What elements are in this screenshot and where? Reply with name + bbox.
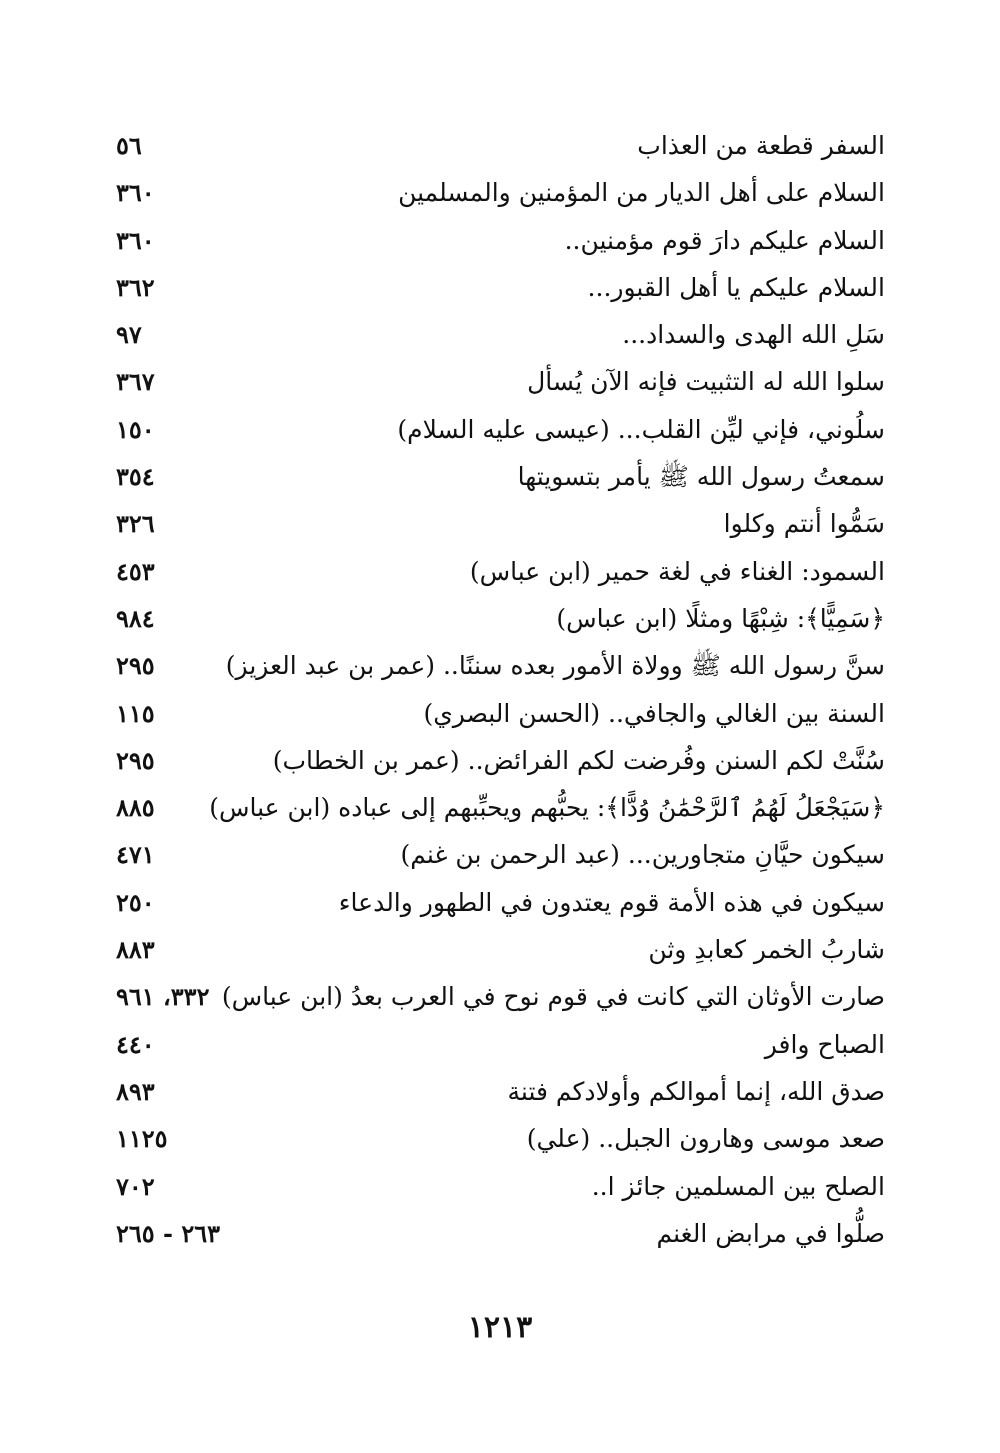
index-entry	[110, 264, 885, 311]
index-entry	[110, 737, 885, 784]
index-entry	[110, 595, 885, 642]
index-entry	[110, 122, 885, 169]
index-entry	[110, 1210, 885, 1257]
index-entry	[110, 500, 885, 547]
entry-text: السنة بين الغالي والجافي.. (الحسن البصري)	[423, 698, 885, 728]
index-entries-list	[110, 122, 885, 1257]
entry-text: سلوا الله له التثبيت فإنه الآن يُسأل	[527, 367, 885, 397]
index-entry	[110, 973, 885, 1020]
entry-page-ref: ١١٢٥	[116, 1124, 168, 1154]
entry-text: السلام على أهل الديار من المؤمنين والمسلمين	[398, 178, 885, 208]
entry-page-ref: ٣٣٢، ٩٦١	[116, 982, 210, 1012]
entry-page-ref: ٩٧	[116, 320, 142, 350]
entry-text: ﴿سَيَجْعَلُ لَهُمُ ٱلرَّحْمَٰنُ وُدًّا﴾: يحبُّهم ويحبِّبهم إلى عباده (ابن عباس)	[209, 793, 885, 823]
entry-text: السلام عليكم يا أهل القبور...	[587, 272, 885, 302]
entry-text: سيكون حيَّانِ متجاورين... (عبد الرحمن بن غنم)	[400, 840, 885, 870]
entry-page-ref: ٢٩٥	[116, 745, 155, 775]
entry-text: صدق الله، إنما أموالكم وأولادكم فتنة	[507, 1076, 885, 1106]
entry-page-ref: ٣٦٠	[116, 225, 155, 255]
entry-page-ref: ٣٥٤	[116, 462, 155, 492]
entry-page-ref: ٣٦٠	[116, 178, 155, 208]
entry-page-ref: ٢٦٣ - ٢٦٥	[116, 1218, 221, 1248]
entry-text: سنَّ رسول الله ﷺ وولاة الأمور بعده سننًا.. (عمر بن عبد العزيز)	[225, 651, 885, 681]
entry-text: سمعتُ رسول الله ﷺ يأمر بتسويتها	[517, 462, 885, 492]
index-entry	[110, 1163, 885, 1210]
index-entry	[110, 1021, 885, 1068]
entry-page-ref: ٣٦٧	[116, 367, 155, 397]
entry-page-ref: ٤٧١	[116, 840, 155, 870]
index-entry	[110, 169, 885, 216]
entry-page-ref: ٨٨٣	[116, 935, 155, 965]
entry-page-ref: ٧٠٢	[116, 1171, 155, 1201]
entry-text: سيكون في هذه الأمة قوم يعتدون في الطهور والدعاء	[338, 887, 885, 917]
index-entry	[110, 642, 885, 689]
index-entry	[110, 1115, 885, 1162]
entry-text: السمود: الغناء في لغة حمير (ابن عباس)	[469, 556, 885, 586]
index-entry	[110, 879, 885, 926]
entry-page-ref: ٢٩٥	[116, 651, 155, 681]
entry-text: الصلح بين المسلمين جائز ا..	[591, 1171, 885, 1201]
entry-page-ref: ٢٥٠	[116, 887, 155, 917]
index-entry	[110, 548, 885, 595]
entry-page-ref: ٨٨٥	[116, 793, 155, 823]
entry-text: الصباح وافر	[764, 1029, 885, 1059]
entry-text: صلُّوا في مرابض الغنم	[656, 1218, 885, 1248]
index-entry	[110, 1068, 885, 1115]
index-entry	[110, 690, 885, 737]
entry-text: السلام عليكم دارَ قوم مؤمنين..	[564, 225, 885, 255]
entry-page-ref: ٤٥٣	[116, 556, 155, 586]
index-entry	[110, 784, 885, 831]
entry-text: سُنَّتْ لكم السنن وفُرضت لكم الفرائض.. (عمر بن الخطاب)	[272, 745, 885, 775]
entry-page-ref: ٤٤٠	[116, 1029, 155, 1059]
entry-text: سلُوني، فإني ليِّن القلب... (عيسى عليه السلام)	[397, 414, 885, 444]
entry-text: سَمُّوا أنتم وكلوا	[723, 509, 885, 539]
index-entry	[110, 311, 885, 358]
entry-page-ref: ٣٢٦	[116, 509, 155, 539]
entry-text: شاربُ الخمر كعابدِ وثن	[648, 935, 885, 965]
entry-page-ref: ٩٨٤	[116, 603, 155, 633]
entry-page-ref: ٨٩٣	[116, 1076, 155, 1106]
entry-text: ﴿سَمِيًّا﴾: شِبْهًا ومثلًا (ابن عباس)	[556, 603, 885, 633]
entry-text: سَلِ الله الهدى والسداد...	[622, 320, 885, 350]
entry-text: السفر قطعة من العذاب	[637, 131, 885, 160]
index-entry	[110, 406, 885, 453]
entry-text: صارت الأوثان التي كانت في قوم نوح في العرب بعدُ (ابن عباس)	[221, 982, 885, 1012]
page-number: ١٢١٣	[467, 1310, 533, 1345]
entry-page-ref: ١١٥	[116, 698, 155, 728]
index-entry	[110, 831, 885, 878]
entry-page-ref: ٣٦٢	[116, 272, 155, 302]
index-entry	[110, 358, 885, 405]
entry-page-ref: ٥٦	[116, 131, 142, 160]
index-entry	[110, 926, 885, 973]
entry-page-ref: ١٥٠	[116, 414, 155, 444]
index-entry	[110, 453, 885, 500]
entry-text: صعد موسى وهارون الجبل.. (علي)	[526, 1124, 885, 1154]
index-entry	[110, 217, 885, 264]
